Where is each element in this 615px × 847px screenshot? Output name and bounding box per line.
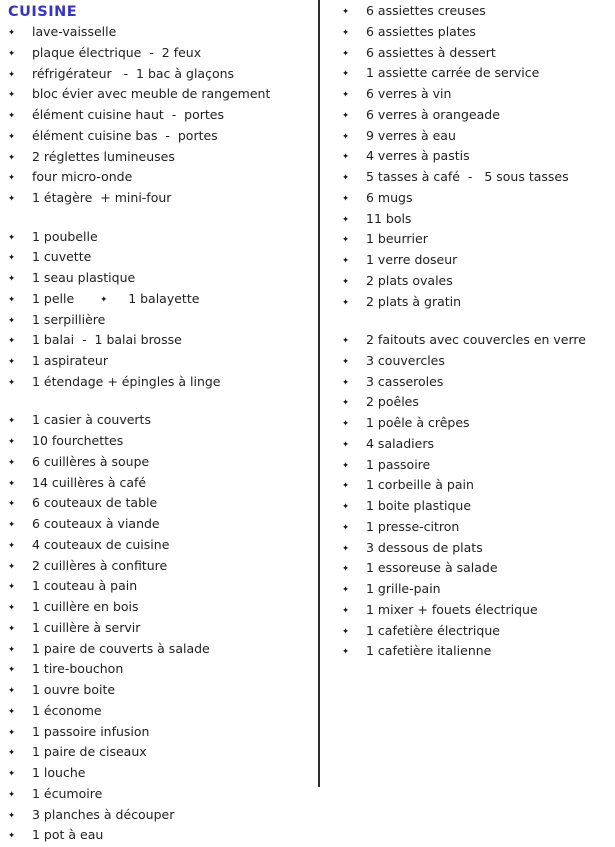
list-item	[342, 2, 610, 23]
bullet-icon: ✦	[8, 727, 16, 738]
list-item	[342, 127, 610, 148]
list-item	[342, 414, 610, 435]
right-column-groups	[342, 2, 610, 663]
list-item	[342, 435, 610, 456]
bullet-icon: ✦	[8, 561, 16, 572]
list-item	[8, 577, 314, 598]
bullet-icon: ✦	[342, 564, 350, 575]
item-text: 1 économe	[32, 702, 102, 718]
bullet-icon: ✦	[8, 623, 16, 634]
bullet-icon: ✦	[342, 276, 350, 287]
bullet-icon: ✦	[8, 152, 16, 163]
item-text: 6 couteaux de table	[32, 495, 158, 511]
list-item	[8, 806, 314, 827]
item-text: 6 assiettes plates	[366, 23, 476, 39]
bullet-icon: ✦	[8, 437, 16, 447]
bullet-icon: ✦	[8, 173, 16, 184]
item-text: 2 poêles	[366, 394, 419, 410]
item-text: 2 faitouts avec couvercles en verre	[366, 332, 586, 347]
list-item	[8, 453, 314, 474]
item-text: 2 cuillères à confiture	[32, 557, 168, 573]
bullet-icon: ✦	[342, 256, 350, 266]
list-item	[342, 85, 610, 106]
list-item	[342, 601, 610, 622]
list-item	[8, 557, 314, 578]
list-item	[8, 660, 314, 681]
bullet-icon: ✦	[342, 48, 350, 59]
bullet-icon: ✦	[8, 90, 16, 101]
list-item	[342, 497, 610, 518]
item-text: four micro-onde	[32, 169, 133, 185]
bullet-icon: ✦	[8, 810, 16, 821]
item-text: 3 couvercles	[366, 352, 445, 368]
list-item	[8, 44, 314, 65]
list-item	[8, 619, 314, 640]
item-text: 1 louche	[32, 765, 86, 780]
bullet-icon: ✦	[342, 356, 350, 367]
item-text: 1 cuillère à servir	[32, 619, 141, 635]
list-item	[342, 642, 610, 663]
bullet-icon: ✦	[342, 502, 350, 512]
list-item	[342, 210, 610, 231]
item-text: 6 assiettes à dessert	[366, 44, 496, 60]
list-item	[342, 393, 610, 414]
item-text: 1 ouvre boite	[32, 682, 116, 697]
list-item	[342, 230, 610, 251]
item-text: 1 cuillère en bois	[32, 599, 139, 614]
item-group	[8, 23, 314, 210]
bullet-icon: ✦	[342, 214, 350, 225]
list-item	[8, 127, 314, 148]
item-text: bloc évier avec meuble de rangement	[32, 86, 271, 102]
list-item	[342, 518, 610, 539]
bullet-icon: ✦	[8, 706, 16, 717]
list-item	[8, 681, 314, 702]
item-text: 1 mixer + fouets électrique	[366, 601, 538, 617]
item-text: réfrigérateur - 1 bac à glaçons	[32, 65, 235, 81]
bullet-icon: ✦	[342, 543, 350, 554]
item-text: 2 plats à gratin	[366, 293, 462, 309]
bullet-icon: ✦	[8, 831, 16, 842]
bullet-icon: ✦	[8, 582, 16, 593]
left-column-groups	[8, 23, 314, 847]
item-text: 6 verres à orangeade	[366, 106, 500, 122]
item-text: 1 serpillière	[32, 311, 106, 327]
bullet-icon: ✦	[8, 274, 16, 284]
item-text: 5 tasses à café - 5 sous tasses	[366, 169, 569, 184]
bullet-icon: ✦	[8, 457, 16, 468]
bullet-icon: ✦	[342, 439, 350, 450]
bullet-icon: ✦	[8, 769, 16, 779]
item-group	[342, 2, 610, 313]
bullet-icon: ✦	[342, 27, 350, 38]
list-item	[8, 743, 314, 764]
item-text: 1 poubelle	[32, 228, 98, 244]
bullet-icon: ✦	[342, 626, 350, 637]
item-text: 2 réglettes lumineuses	[32, 148, 175, 164]
list-item	[342, 272, 610, 293]
list-item	[8, 785, 314, 806]
list-item	[342, 622, 610, 643]
list-item	[8, 65, 314, 86]
list-item	[342, 44, 610, 65]
bullet-icon: ✦	[8, 520, 16, 530]
bullet-icon: ✦	[8, 28, 16, 38]
list-item	[342, 559, 610, 580]
list-item	[8, 432, 314, 453]
list-item	[8, 764, 314, 785]
bullet-icon: ✦	[8, 377, 16, 388]
bullet-icon: ✦	[8, 789, 16, 800]
bullet-icon: ✦	[342, 173, 350, 183]
column-divider	[318, 0, 320, 787]
item-text: 6 couteaux à viande	[32, 516, 160, 531]
item-text: 6 mugs	[366, 189, 413, 205]
list-item	[342, 580, 610, 601]
item-text: 1 pot à eau	[32, 827, 104, 843]
list-item	[8, 352, 314, 373]
bullet-icon: ✦	[342, 297, 350, 308]
list-item	[8, 536, 314, 557]
list-item	[8, 640, 314, 661]
item-text: 1 balai - 1 balai brosse	[32, 332, 182, 348]
bullet-icon: ✦	[342, 110, 350, 121]
item-text: 1 paire de couverts à salade	[32, 640, 210, 656]
bullet-icon: ✦	[342, 647, 350, 658]
list-item	[8, 148, 314, 169]
item-text: 1 passoire	[366, 456, 431, 472]
list-item	[8, 411, 314, 432]
item-text: lave-vaisselle	[32, 24, 117, 39]
item-text: 1 étagère + mini-four	[32, 190, 172, 205]
list-item	[8, 494, 314, 515]
right-column	[342, 2, 610, 663]
bullet-icon: ✦	[8, 232, 16, 243]
list-item	[8, 168, 314, 189]
bullet-icon: ✦	[342, 235, 350, 246]
item-text: 14 cuillères à café	[32, 474, 147, 490]
item-group	[342, 331, 610, 663]
list-item	[8, 189, 314, 210]
item-text: 1 casier à couverts	[32, 412, 151, 428]
bullet-icon: ✦	[342, 605, 350, 616]
bullet-icon: ✦	[342, 152, 350, 163]
list-item	[8, 723, 314, 744]
list-item	[8, 290, 314, 311]
bullet-icon: ✦	[342, 419, 350, 429]
bullet-icon: ✦	[342, 336, 350, 346]
bullet-icon: ✦	[342, 522, 350, 533]
list-item	[342, 539, 610, 560]
item-text: 10 fourchettes	[32, 433, 124, 448]
bullet-icon: ✦	[342, 90, 350, 100]
bullet-icon: ✦	[8, 416, 16, 427]
item-group	[8, 228, 314, 394]
bullet-icon: ✦	[342, 585, 350, 595]
bullet-icon: ✦	[8, 253, 16, 264]
item-text: 4 verres à pastis	[366, 148, 470, 164]
item-text: 4 couteaux de cuisine	[32, 536, 170, 552]
list-item	[8, 331, 314, 352]
bullet-icon: ✦	[8, 686, 16, 696]
item-text: 1 cuvette	[32, 249, 92, 265]
list-item	[8, 826, 314, 847]
list-item	[8, 515, 314, 536]
item-text: 6 cuillères à soupe	[32, 453, 150, 469]
item-text: 1 paire de ciseaux	[32, 744, 147, 760]
item-text: 6 assiettes creuses	[366, 3, 486, 18]
bullet-icon: ✦	[8, 540, 16, 551]
item-text: plaque électrique - 2 feux	[32, 44, 202, 60]
bullet-icon: ✦	[8, 294, 16, 305]
item-text: 1 essoreuse à salade	[366, 560, 498, 576]
bullet-icon: ✦	[8, 131, 16, 142]
list-item	[342, 373, 610, 394]
list-item	[342, 23, 610, 44]
list-item	[8, 373, 314, 394]
item-text: 1 presse-citron	[366, 518, 460, 534]
list-item	[342, 147, 610, 168]
list-item	[8, 474, 314, 495]
bullet-icon: ✦	[342, 193, 350, 204]
item-text: 1 assiette carrée de service	[366, 65, 540, 81]
bullet-icon: ✦	[8, 665, 16, 676]
list-item	[8, 598, 314, 619]
item-text: 1 balayette	[128, 290, 200, 306]
list-item	[342, 476, 610, 497]
item-text: 1 cafetière italienne	[366, 643, 492, 659]
item-text: 1 cafetière électrique	[366, 622, 500, 638]
item-text: élément cuisine haut - portes	[32, 107, 224, 122]
item-text: 3 casseroles	[366, 373, 444, 389]
bullet-icon: ✦	[8, 603, 16, 613]
item-text: 6 verres à vin	[366, 86, 452, 101]
bullet-icon: ✦	[8, 69, 16, 80]
list-item	[342, 251, 610, 272]
list-item	[8, 311, 314, 332]
bullet-icon: ✦	[342, 481, 350, 492]
item-group	[8, 411, 314, 847]
bullet-icon: ✦	[342, 7, 350, 17]
list-item	[8, 269, 314, 290]
list-item	[8, 85, 314, 106]
bullet-icon: ✦	[8, 111, 16, 121]
item-text: 1 écumoire	[32, 785, 103, 801]
item-text: 1 corbeille à pain	[366, 477, 474, 493]
bullet-icon: ✦	[342, 377, 350, 388]
page-title: CUISINE	[8, 4, 78, 20]
bullet-icon: ✦	[8, 315, 16, 326]
item-text: 4 saladiers	[366, 435, 434, 451]
list-item	[342, 168, 610, 189]
bullet-icon: ✦	[8, 499, 16, 510]
list-item	[8, 702, 314, 723]
bullet-icon: ✦	[342, 69, 350, 80]
item-text: 1 tire-bouchon	[32, 661, 124, 677]
list-item	[342, 64, 610, 85]
item-text: 1 étendage + épingles à linge	[32, 373, 221, 389]
item-text: élément cuisine bas - portes	[32, 127, 218, 143]
item-text: 2 plats ovales	[366, 272, 453, 288]
item-text: 1 aspirateur	[32, 353, 108, 368]
list-item	[8, 106, 314, 127]
item-text: 1 boite plastique	[366, 498, 472, 513]
list-item	[342, 189, 610, 210]
item-text: 1 beurrier	[366, 231, 428, 247]
list-item	[342, 331, 610, 352]
list-item	[8, 228, 314, 249]
bullet-icon: ✦	[8, 478, 16, 489]
item-text: 1 passoire infusion	[32, 723, 150, 739]
list-item	[8, 248, 314, 269]
list-item	[8, 23, 314, 44]
item-text: 11 bols	[366, 210, 412, 226]
item-text: 1 verre doseur	[366, 252, 458, 267]
bullet-icon: ✦	[342, 398, 350, 409]
list-item	[342, 456, 610, 477]
item-text: 1 poêle à crêpes	[366, 415, 470, 430]
bullet-icon: ✦	[342, 460, 350, 471]
bullet-icon: ✦	[8, 748, 16, 759]
item-text: 9 verres à eau	[366, 127, 456, 143]
bullet-icon: ✦	[8, 194, 16, 204]
item-text: 1 seau plastique	[32, 270, 136, 285]
list-item	[342, 106, 610, 127]
item-text: 1 grille-pain	[366, 581, 441, 596]
list-item	[342, 293, 610, 314]
left-column	[8, 2, 314, 847]
bullet-icon: ✦	[100, 294, 108, 305]
bullet-icon: ✦	[342, 131, 350, 142]
item-text: 1 pelle	[32, 290, 75, 306]
item-text: 3 planches à découper	[32, 806, 175, 822]
list-item	[342, 352, 610, 373]
bullet-icon: ✦	[8, 336, 16, 347]
bullet-icon: ✦	[8, 48, 16, 59]
item-text: 3 dessous de plats	[366, 539, 483, 555]
bullet-icon: ✦	[8, 644, 16, 655]
bullet-icon: ✦	[8, 357, 16, 367]
item-text: 1 couteau à pain	[32, 578, 138, 594]
